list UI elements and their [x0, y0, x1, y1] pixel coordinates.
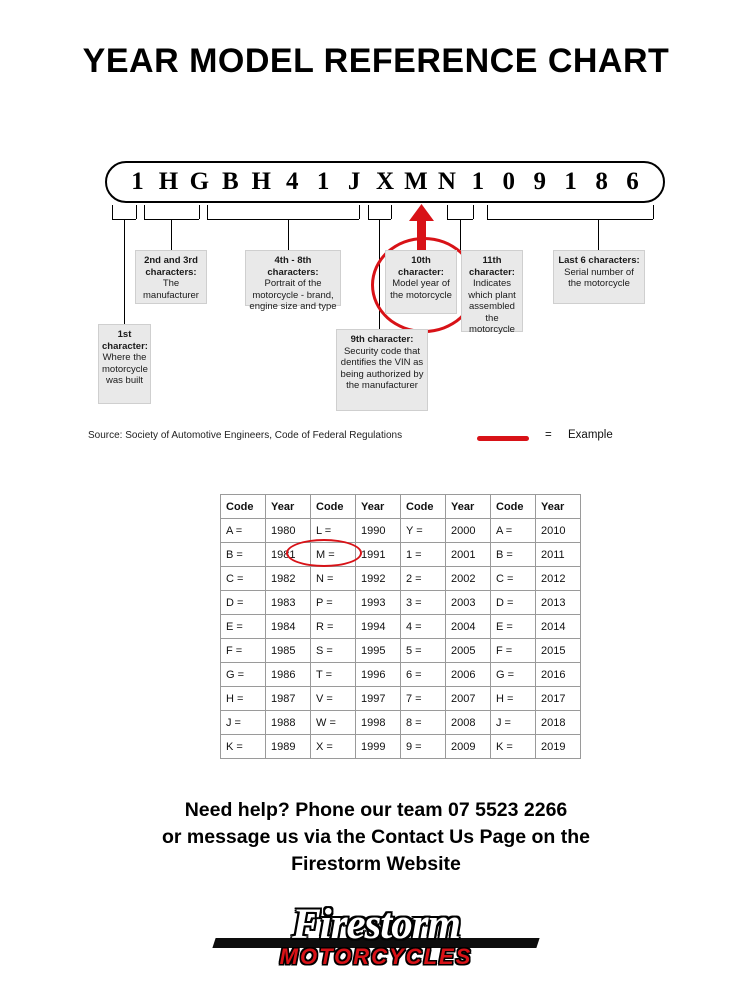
vin-char: 1	[316, 168, 330, 195]
leader-line	[144, 205, 145, 219]
table-cell: E =	[491, 615, 536, 639]
table-cell: 1990	[356, 519, 401, 543]
table-cell: 2009	[446, 735, 491, 759]
table-cell: D =	[491, 591, 536, 615]
table-cell: 2018	[536, 711, 581, 735]
leader-line	[473, 205, 474, 219]
table-header-cell: Code	[401, 495, 446, 519]
table-header-cell: Code	[311, 495, 356, 519]
vin-char: 4	[285, 168, 299, 195]
vin-number-box	[105, 161, 665, 203]
vin-char: J	[347, 168, 361, 195]
table-cell: 5 =	[401, 639, 446, 663]
leader-line	[487, 219, 653, 220]
table-cell: 1999	[356, 735, 401, 759]
table-cell: 2008	[446, 711, 491, 735]
leader-line	[460, 219, 461, 250]
table-header-cell: Year	[446, 495, 491, 519]
table-cell: G =	[491, 663, 536, 687]
table-cell: L =	[311, 519, 356, 543]
table-cell: M =	[311, 543, 356, 567]
leader-line	[368, 205, 369, 219]
table-cell: 3 =	[401, 591, 446, 615]
highlight-ellipse-1991	[286, 539, 362, 567]
vin-char: B	[221, 168, 239, 195]
table-cell: 8 =	[401, 711, 446, 735]
table-cell: 9 =	[401, 735, 446, 759]
callout-eleventh-character	[461, 250, 523, 335]
table-cell: A =	[491, 519, 536, 543]
vin-char: 9	[533, 168, 546, 195]
logo-subtitle: MOTORCYCLES	[279, 944, 473, 969]
table-cell: D =	[221, 591, 266, 615]
leader-line	[598, 219, 599, 250]
leader-line	[199, 205, 200, 219]
source-note: Source: Society of Automotive Engineers, Code of Federal Regulations	[88, 430, 403, 441]
callout-ninth-character	[336, 329, 428, 411]
table-cell: 1982	[266, 567, 311, 591]
vin-char: M	[404, 168, 428, 195]
callout-body: Where the motorcycle was built	[102, 352, 148, 386]
contact-footer	[0, 797, 752, 878]
table-cell: 1992	[356, 567, 401, 591]
callout-heading: 11th character:	[469, 255, 515, 278]
table-cell: S =	[311, 639, 356, 663]
table-header-cell: Code	[221, 495, 266, 519]
callout-second-third-characters	[135, 250, 207, 304]
table-row	[221, 591, 581, 615]
table-cell: A =	[221, 519, 266, 543]
vin-box-frame	[105, 161, 665, 203]
footer-line-2: or message us via the Contact Us Page on the	[161, 826, 591, 848]
table-cell: 2002	[446, 567, 491, 591]
table-cell: 2 =	[401, 567, 446, 591]
table-cell: 2013	[536, 591, 581, 615]
table-cell: 2006	[446, 663, 491, 687]
vin-char: H	[158, 168, 179, 195]
table-cell: 2019	[536, 735, 581, 759]
table-cell: 1997	[356, 687, 401, 711]
table-cell: 2014	[536, 615, 581, 639]
callout-body: Indicates which plant assembled the motorcycle	[468, 278, 516, 335]
footer-line-3: Firestorm Website	[291, 853, 461, 875]
table-cell: 1993	[356, 591, 401, 615]
table-cell: 1996	[356, 663, 401, 687]
table-cell: J =	[491, 711, 536, 735]
callout-last-six-characters	[553, 250, 645, 304]
table-header-cell: Code	[491, 495, 536, 519]
page-title: YEAR MODEL REFERENCE CHART	[82, 42, 670, 80]
table-cell: K =	[221, 735, 266, 759]
table-row	[221, 519, 581, 543]
callout-heading: 9th character:	[350, 334, 414, 345]
table-cell: 2001	[446, 543, 491, 567]
callout-heading: 10th character:	[398, 255, 444, 278]
table-cell: 1985	[266, 639, 311, 663]
callout-body: Serial number of the motorcycle	[564, 266, 634, 289]
table-row	[221, 687, 581, 711]
table-row	[221, 663, 581, 687]
vin-char: H	[251, 168, 271, 195]
table-cell: Y =	[401, 519, 446, 543]
leader-line	[136, 205, 137, 219]
table-cell: C =	[491, 567, 536, 591]
vin-char: 1	[471, 168, 485, 195]
table-cell: B =	[491, 543, 536, 567]
table-cell: 4 =	[401, 615, 446, 639]
callout-body: Security code that dentifies the VIN as being authorized by the manufacturer	[340, 345, 424, 391]
table-cell: J =	[221, 711, 266, 735]
table-cell: 2003	[446, 591, 491, 615]
footer-line-1: Need help? Phone our team 07 5523 2266	[184, 799, 568, 821]
table-cell: 7 =	[401, 687, 446, 711]
callout-heading: Last 6 characters:	[558, 255, 640, 266]
vin-char: X	[375, 168, 395, 195]
table-header-row	[221, 495, 581, 519]
leader-line	[359, 205, 360, 219]
table-cell: G =	[221, 663, 266, 687]
table-cell: W =	[311, 711, 356, 735]
table-cell: 1995	[356, 639, 401, 663]
table-cell: 1991	[356, 543, 401, 567]
table-row	[221, 615, 581, 639]
callout-heading: 4th - 8th characters:	[267, 255, 319, 278]
table-cell: 2017	[536, 687, 581, 711]
callout-body: Portrait of the motorcycle - brand, engine size and type	[249, 278, 337, 312]
callout-tenth-character	[385, 250, 457, 314]
callout-fourth-eighth-characters	[245, 250, 341, 312]
table-cell: V =	[311, 687, 356, 711]
vin-char: 0	[502, 168, 515, 195]
table-cell: 1980	[266, 519, 311, 543]
logo-wordmark: Firestorm	[292, 901, 460, 948]
table-cell: T =	[311, 663, 356, 687]
callout-heading: 1st character:	[102, 329, 148, 352]
table-cell: 2005	[446, 639, 491, 663]
callout-body: The manufacturer	[143, 278, 199, 301]
table-header-cell: Year	[266, 495, 311, 519]
year-code-table	[220, 494, 581, 759]
legend-red-swatch	[477, 436, 529, 441]
table-cell: 1994	[356, 615, 401, 639]
table-cell: R =	[311, 615, 356, 639]
table-cell: P =	[311, 591, 356, 615]
table-cell: 2010	[536, 519, 581, 543]
table-cell: 2011	[536, 543, 581, 567]
table-cell: 1983	[266, 591, 311, 615]
callout-heading: 2nd and 3rd characters:	[144, 255, 198, 278]
table-cell: 2012	[536, 567, 581, 591]
table-cell: 1 =	[401, 543, 446, 567]
table-cell: E =	[221, 615, 266, 639]
leader-line	[207, 219, 359, 220]
table-cell: 1998	[356, 711, 401, 735]
table-cell: F =	[221, 639, 266, 663]
table-row	[221, 711, 581, 735]
callout-first-character	[98, 324, 151, 404]
table-cell: 2007	[446, 687, 491, 711]
table-cell: K =	[491, 735, 536, 759]
table-cell: H =	[491, 687, 536, 711]
callout-body: Model year of the motorcycle	[390, 278, 452, 301]
vin-char: 6	[626, 168, 639, 195]
leader-line	[391, 205, 392, 219]
table-cell: 1987	[266, 687, 311, 711]
legend-equals: =	[545, 429, 552, 441]
table-cell: 2000	[446, 519, 491, 543]
table-cell: 2004	[446, 615, 491, 639]
leader-line	[653, 205, 654, 219]
table-cell: 2015	[536, 639, 581, 663]
table-cell: X =	[311, 735, 356, 759]
vin-char: 8	[595, 168, 608, 195]
table-header-cell: Year	[536, 495, 581, 519]
leader-line	[112, 205, 113, 219]
table-cell: N =	[311, 567, 356, 591]
firestorm-logo	[196, 900, 556, 972]
leader-line	[171, 219, 172, 250]
table-cell: 1988	[266, 711, 311, 735]
table-cell: B =	[221, 543, 266, 567]
table-cell: 2016	[536, 663, 581, 687]
table-cell: H =	[221, 687, 266, 711]
table-row	[221, 735, 581, 759]
legend-label: Example	[568, 429, 613, 441]
table-row	[221, 639, 581, 663]
leader-line	[124, 219, 125, 324]
red-arrow-icon	[406, 204, 436, 256]
table-cell: F =	[491, 639, 536, 663]
vin-char: 1	[131, 168, 144, 195]
table-cell: 1989	[266, 735, 311, 759]
table-cell: 1981	[266, 543, 311, 567]
leader-line	[288, 219, 289, 250]
table-cell: 6 =	[401, 663, 446, 687]
table-cell: 1984	[266, 615, 311, 639]
table-row	[221, 567, 581, 591]
table-cell: 1986	[266, 663, 311, 687]
vin-char: 1	[564, 168, 577, 195]
table-cell: C =	[221, 567, 266, 591]
table-header-cell: Year	[356, 495, 401, 519]
vin-char: G	[189, 168, 210, 195]
leader-line	[447, 205, 448, 219]
vin-char: N	[437, 168, 456, 195]
year-table	[220, 494, 581, 759]
leader-line	[207, 205, 208, 219]
table-row	[221, 543, 581, 567]
leader-line	[487, 205, 488, 219]
